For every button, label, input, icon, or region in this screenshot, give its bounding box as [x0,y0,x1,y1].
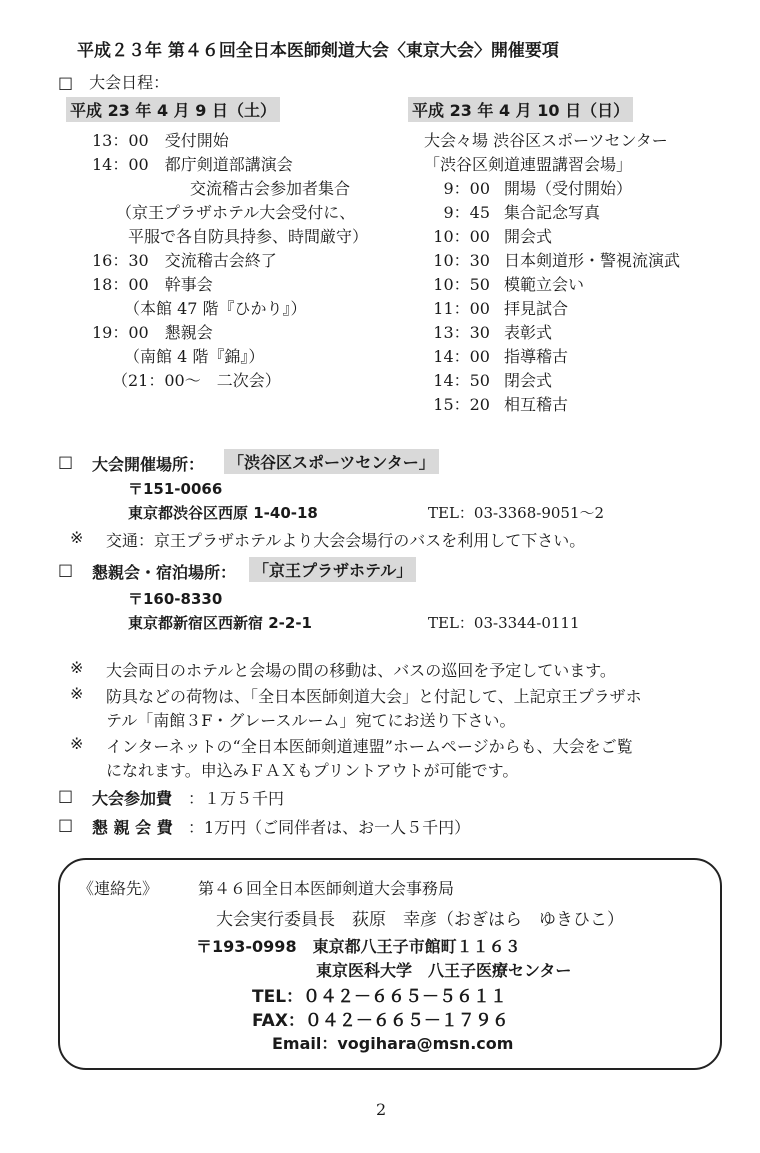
fee-label: 大会参加費 [92,789,173,808]
contact-label: 《連絡先》 [78,879,159,898]
hotel-name: 「京王プラザホテル」 [249,557,416,582]
venue-label: 大会開催場所： [92,455,205,474]
day1-line: （京王プラザホテル大会受付に、 [116,203,356,222]
fee-bullet: □ [58,786,74,805]
note-text: 防具などの荷物は、「全日本医師剣道大会」と付記して、上記京王プラザホ [106,687,642,706]
note-mark: ※ [70,734,84,753]
venue-bullet: □ [58,452,74,471]
venue-note: 交通：京王プラザホテルより大会会場行のバスを利用して下さい。 [106,531,586,550]
contact-tel: TEL：０４２－６６５－５６１１ [252,987,508,1007]
hotel-tel: TEL：03-3344-0111 [428,614,580,632]
note-text: インターネットの“全日本医師剣道連盟”ホームページからも、大会をご覧 [106,737,633,756]
contact-person: 大会実行委員長 荻原 幸彦（おぎはら ゆきひこ） [216,910,624,930]
day1-line: 14：00 都庁剣道部講演会 [92,155,293,174]
schedule-heading: □ 大会日程： [58,73,170,92]
day1-line: 19：00 懇親会 [92,323,213,342]
venue-address: 東京都渋谷区西原 1-40-18 [128,504,318,522]
day2-time: 13：30 [433,323,490,342]
day2-time: 10：50 [433,275,490,294]
day1-line: 交流稽古会参加者集合 [190,179,351,198]
day2-label: 平成 23 年 4 月 10 日（日） [408,97,633,122]
day2-venue-line2: 「渋谷区剣道連盟講習会場」 [424,155,633,174]
day2-event: 表彰式 [504,323,553,342]
day1-line: （本館 47 階『ひかり』） [124,299,307,318]
fee-label: 懇 親 会 費 [92,818,173,837]
day1-label: 平成 23 年 4 月 9 日（土） [66,97,280,122]
venue-name: 「渋谷区スポーツセンター」 [224,449,439,474]
note-text-cont: テル「南館３F・グレースルーム」宛てにお送り下さい。 [106,711,516,730]
contact-institution: 東京医科大学 八王子医療センター [316,961,572,980]
note-text: 大会両日のホテルと会場の間の移動は、バスの巡回を予定しています。 [106,661,616,680]
day1-line: （21：00～ 二次会） [112,371,281,390]
day2-time: 9：00 [443,179,490,198]
day2-event: 模範立会い [504,275,585,294]
page-title: 平成２３年 第４６回全日本医師剣道大会〈東京大会〉開催要項 [77,41,559,61]
day2-time: 11：00 [433,299,490,318]
day1-line: （南館 4 階『錦』） [124,347,265,366]
day1-line: 平服で各自防具持参、時間厳守） [128,227,369,246]
day2-time: 14：50 [433,371,490,390]
venue-tel: TEL：03-3368-9051～2 [428,504,605,522]
day2-time: 14：00 [433,347,490,366]
fee-bullet: □ [58,815,74,834]
day1-line: 18：00 幹事会 [92,275,213,294]
venue-note-mark: ※ [70,528,84,547]
hotel-bullet: □ [58,560,74,579]
hotel-address: 東京都新宿区西新宿 2-2-1 [128,614,312,632]
contact-email: Email：vogihara@msn.com [272,1034,514,1053]
contact-fax: FAX：０４２－６６５－１７９６ [252,1011,509,1031]
day2-venue-line1: 大会々場 渋谷区スポーツセンター [424,131,668,150]
day2-event: 指導稽古 [504,347,569,366]
day2-event: 閉会式 [504,371,553,390]
day2-time: 9：45 [443,203,490,222]
day2-event: 集合記念写真 [504,203,601,222]
fee-value: ：1万円（ご同伴者は、お一人５千円） [188,818,471,837]
day2-event: 相互稽古 [504,395,569,414]
fee-value: ：１万５千円 [188,789,285,808]
day1-line: 13：00 受付開始 [92,131,229,150]
hotel-postal: 〒160-8330 [128,590,223,608]
venue-postal: 〒151-0066 [128,480,223,498]
note-mark: ※ [70,658,84,677]
day1-line: 16：30 交流稽古会終了 [92,251,277,270]
day2-event: 日本剣道形・警視流演武 [504,251,681,270]
contact-postal-address: 〒193-0998 東京都八王子市館町１１６３ [196,937,521,956]
day2-event: 拝見試合 [504,299,569,318]
day2-event: 開会式 [504,227,553,246]
page-number: 2 [376,1100,387,1119]
note-mark: ※ [70,684,84,703]
day2-time: 10：30 [433,251,490,270]
contact-org: 第４６回全日本医師剣道大会事務局 [198,879,455,898]
day2-time: 10：00 [433,227,490,246]
note-text-cont: になれます。申込みＦＡＸもプリントアウトが可能です。 [106,761,519,780]
day2-event: 開場（受付開始） [504,179,633,198]
day2-time: 15：20 [433,395,490,414]
hotel-label: 懇親会・宿泊場所： [92,563,237,582]
